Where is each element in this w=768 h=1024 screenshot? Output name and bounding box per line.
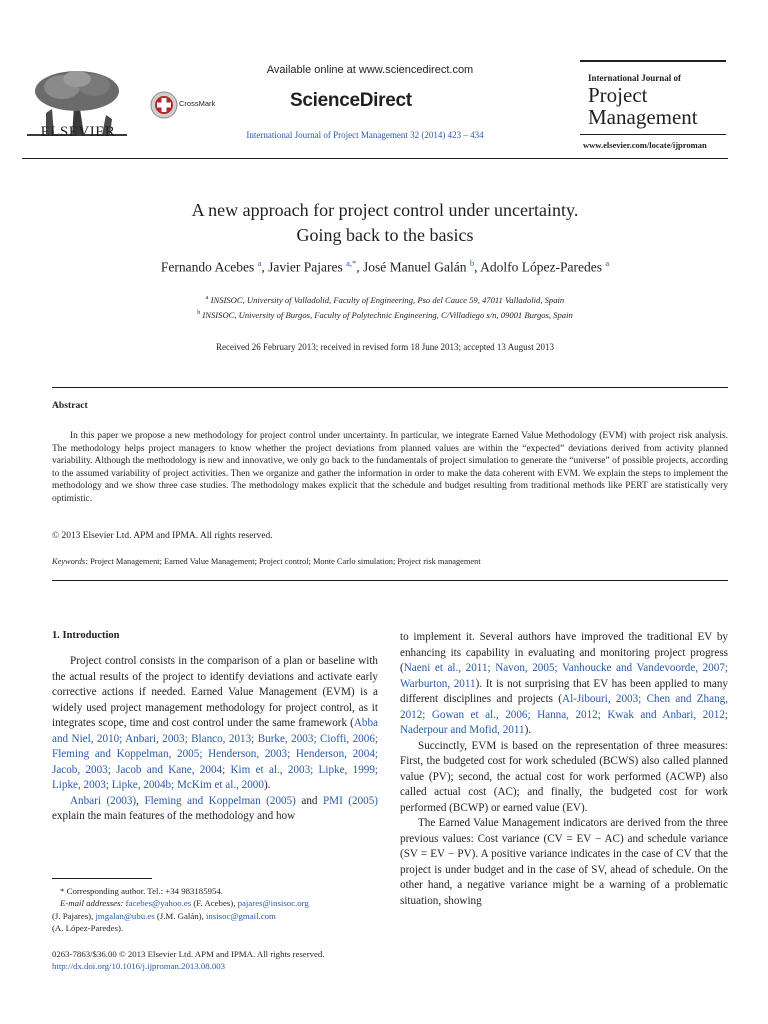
journal-prefix: International Journal of (588, 73, 682, 83)
email-link[interactable]: jmgalan@ubu.es (95, 910, 155, 921)
email-line: (A. López-Paredes). (52, 922, 124, 933)
citation-link[interactable]: Anbari (2003) (70, 794, 137, 807)
author-name: Fernando Acebes (160, 259, 255, 275)
right-column (400, 630, 728, 909)
footnote-rule (52, 878, 152, 879)
author-affiliation-mark[interactable]: a (257, 258, 262, 268)
available-online-text: Available online at www.sciencedirect.com (266, 64, 474, 76)
corresponding-author: * Corresponding author. Tel.: +34 983185954. (60, 886, 224, 896)
email-link[interactable]: insisoc@gmail.com (205, 910, 276, 921)
journal-name (588, 84, 738, 128)
author-name: Javier Pajares (268, 259, 343, 275)
affiliation-item (40, 292, 730, 307)
abstract-bottom-rule (52, 580, 728, 581)
received-dates: Received 26 February 2013; received in revised form 18 June 2013; accepted 13 August 2013 (216, 342, 554, 352)
footnote (52, 885, 382, 934)
body-text: , (136, 794, 145, 807)
crossmark-icon[interactable] (150, 91, 178, 119)
keywords-label: Keywords: (52, 557, 88, 566)
publisher-name: ELSEVIER (40, 124, 116, 140)
abstract-heading: Abstract (52, 400, 88, 411)
body-paragraph (52, 654, 378, 794)
journal-name-line2: Management (588, 105, 698, 129)
body-paragraph: Succinctly, EVM is based on the representation of three measures: First, the budgeted cost for work scheduled (BCWS) also called planned value (PV); second, the actual cost for work performed (ACWP) also called actual cost (AC); and finally, the budgeted cost for work performed (BCWP) or earned value (EV). (400, 739, 728, 814)
email-line (52, 910, 382, 922)
affiliation-item (40, 307, 730, 322)
abstract-body (52, 430, 728, 506)
body-paragraph: The Earned Value Management indicators are derived from the three previous values: Cost variance (CV = EV − AC) and schedule variance (SV = EV − PV). A positive variance indicates in the case of CV that the project is under budget and in the case of SV, ahead of schedule. On the other hand, a negative variance might be a warning of a problematic situation, showing (400, 817, 728, 907)
keywords (52, 557, 728, 566)
email-owner: (J. Pajares), (52, 910, 96, 921)
citation-link[interactable]: Fleming and Koppelman (2005) (144, 794, 296, 807)
affiliation-text: INSISOC, University of Burgos, Faculty of Polytechnic Engineering, C/Villadiego s/n, 09001 Burgos, Spain (202, 309, 573, 320)
citation-link[interactable]: Al-Jibouri, 2003; Chen and Zhang, 2012; Gowan et al., 2006; Hanna, 2012; Kwak and Anbari, 2012; Naderpour and Mofid, 2011 (400, 693, 728, 736)
email-owner: (J.M. Galán), (154, 910, 206, 921)
author-name: Adolfo López-Paredes (480, 259, 602, 275)
email-link[interactable]: facebes@yahoo.es (125, 898, 192, 909)
author-affiliation-mark[interactable]: a,* (346, 258, 357, 268)
body-text: ). It is not surprising that EV has been applied to many different disciplines and projects ( (400, 677, 728, 705)
journal-name-line1: Project (588, 83, 648, 107)
body-paragraph (52, 794, 378, 825)
doi-link[interactable]: http://dx.doi.org/10.1016/j.ijproman.2013.08.003 (52, 961, 226, 972)
article-title (60, 198, 710, 248)
crossmark-label: CrossMark (179, 99, 216, 108)
body-text: ). (263, 779, 271, 791)
author-name: José Manuel Galán (363, 259, 467, 275)
email-link[interactable]: pajares@insisoc.org (237, 898, 309, 909)
title-line-1: A new approach for project control under uncertainty. (191, 200, 579, 220)
title-line-2: Going back to the basics (296, 225, 474, 245)
issn-block (52, 948, 392, 973)
body-text: Project control consists in the comparison of a plan or baseline with the actual results of the project to identify deviations and activate early corrective actions if needed. Earned Value Management (EVM) is a widely used project management methodology for project control, as it integrates scope, time and cost control under the same framework ( (52, 655, 378, 729)
author-affiliation-mark[interactable]: a (605, 258, 610, 268)
keywords-list: Project Management; Earned Value Management; Project control; Monte Carlo simulation; Project risk management (90, 557, 481, 566)
abstract-top-rule (52, 387, 728, 388)
email-label: E-mail addresses: (60, 898, 124, 909)
body-text: ). (524, 724, 532, 736)
author-list: Fernando Acebes $^a$, Javier Pajares $^{a,*}$, José Manuel Galán $^b$, Adolfo López-Paredes $^a$ (160, 258, 610, 275)
body-text: explain the main features of the methodology and how (52, 810, 296, 822)
citation-link[interactable]: PMI (2005) (322, 794, 378, 807)
journal-citation-link[interactable]: International Journal of Project Management 32 (2014) 423 – 434 (246, 130, 484, 140)
author-affiliation-mark[interactable]: b (469, 258, 475, 268)
sciencedirect-logo-text: ScienceDirect (290, 90, 412, 111)
journal-url-link[interactable]: www.elsevier.com/locate/ijproman (583, 140, 707, 150)
affiliation-mark: b (197, 309, 201, 316)
issn-copyright: 0263-7863/$36.00 © 2013 Elsevier Ltd. APM and IPMA. All rights reserved. (52, 949, 325, 959)
body-text: and (295, 794, 323, 807)
affiliations (40, 292, 730, 322)
body-text: to implement it. Several authors have improved the traditional EV by enhancing its capability in evaluating and monitoring project progress ( (400, 631, 728, 674)
abstract-paragraph: In this paper we propose a new methodology for project control under uncertainty. In particular, we integrate Earned Value Methodology (EVM) with project risk analysis. The methodology helps project managers to know whether the project deviations from planned values are within the “expected” deviations derived from activity planned variability. Although the methodology is new and innovative, we only go back to the fundamentals of project simulation to generate the “universe” of possible projects, according to the assumed variability of project activities. Then we organize and gather the information in order to make the data coherent with EVM. We explain the steps to implement the methodology and we show three case studies. The methodology makes explicit that the schedule and budget resulting from traditional methods like PERT are statistically very optimistic. (52, 431, 728, 504)
affiliation-mark: a (205, 295, 209, 301)
section-heading: 1. Introduction (52, 630, 120, 641)
email-owner: (F. Acebes), (191, 898, 238, 909)
journal-box-bottom-rule (580, 134, 726, 135)
citation-link[interactable]: Naeni et al., 2011; Navon, 2005; Vanhoucke and Vandevoorde, 2007; Warburton, 2011 (400, 662, 728, 690)
header-divider (22, 158, 728, 159)
citation-link[interactable]: Abba and Niel, 2010; Anbari, 2003; Blanco, 2013; Burke, 2003; Cioffi, 2006; Fleming and Koppelman, 2005; Henderson, 2003; Henderson, 2004; Jacob, 2003; Jacob and Kane, 2004; Kim et al., 2003; Lipke, 1999; Lipke, 2003; Lipke, 2004b; McKim et al., 2000 (52, 717, 378, 791)
left-column (52, 654, 378, 825)
email-line (52, 897, 382, 909)
affiliation-text: INSISOC, University of Valladolid, Faculty of Engineering, Pso del Cauce 59, 47011 Valladolid, Spain (210, 294, 565, 305)
journal-box-top-rule (580, 60, 726, 62)
abstract-copyright: © 2013 Elsevier Ltd. APM and IPMA. All rights reserved. (52, 531, 273, 541)
body-paragraph (400, 630, 728, 739)
